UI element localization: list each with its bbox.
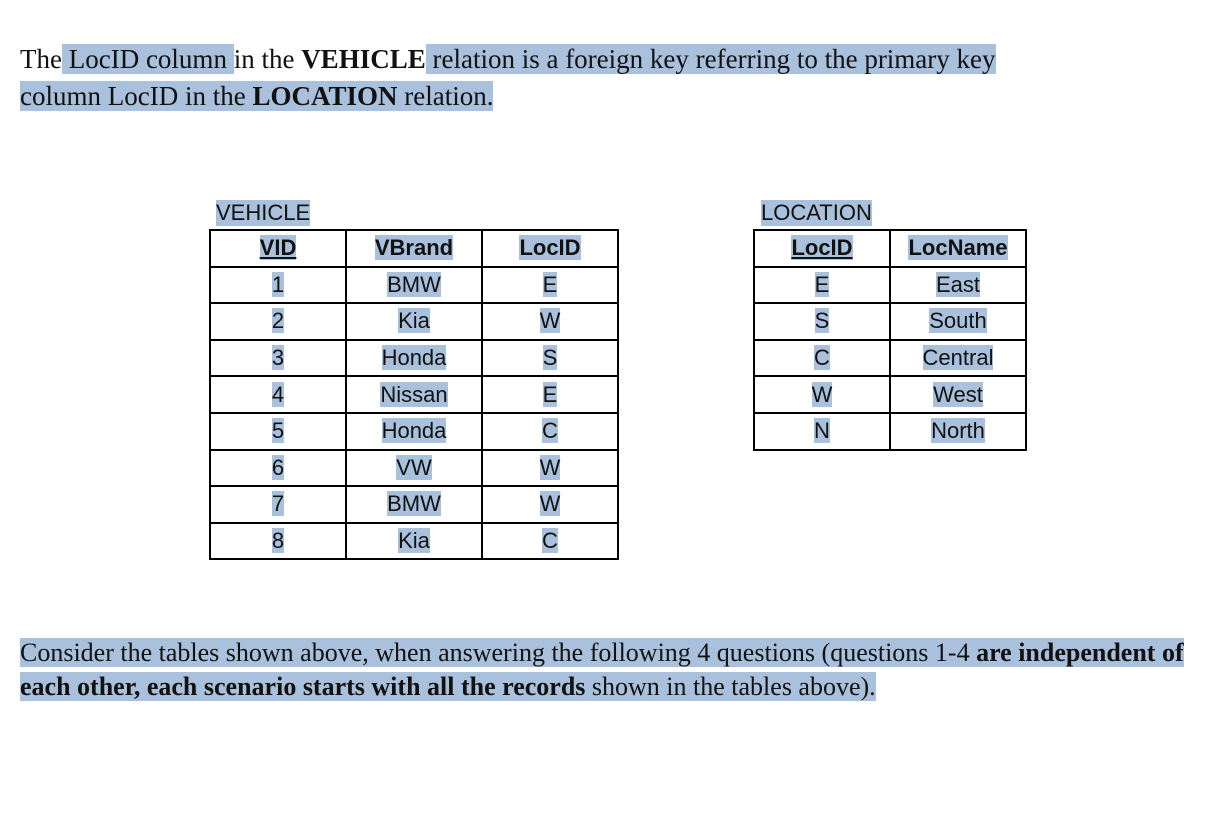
vehicle-table [209, 229, 619, 560]
vehicle-cell-vbrand: Kia [346, 523, 482, 560]
location-cell-locid: C [754, 340, 890, 377]
vehicle-cell-vid: 2 [210, 303, 346, 340]
table-row [210, 486, 618, 523]
intro-text-3: in the [233, 44, 302, 74]
intro-vehicle-term: VEHICLE [301, 44, 426, 74]
location-header-locid: LocID [754, 230, 890, 267]
location-cell-locname: Central [890, 340, 1026, 377]
intro-location-term: LOCATION [252, 81, 398, 111]
table-row [210, 376, 618, 413]
vehicle-cell-vid: 5 [210, 413, 346, 450]
vehicle-cell-vbrand: BMW [346, 486, 482, 523]
intro-text-2: LocID column [61, 44, 234, 74]
location-cell-locid: N [754, 413, 890, 450]
location-table [753, 229, 1027, 451]
location-header-locname: LocName [890, 230, 1026, 267]
vehicle-cell-vid: 8 [210, 523, 346, 560]
location-cell-locname: West [890, 376, 1026, 413]
vehicle-cell-vid: 1 [210, 267, 346, 304]
vehicle-cell-vbrand: Nissan [346, 376, 482, 413]
intro-paragraph [20, 41, 1160, 115]
vehicle-header-locid: LocID [482, 230, 618, 267]
vehicle-cell-locid: E [482, 267, 618, 304]
vehicle-cell-vid: 3 [210, 340, 346, 377]
vehicle-cell-locid: W [482, 450, 618, 487]
table-row [210, 450, 618, 487]
location-table-caption: LOCATION [761, 200, 872, 225]
intro-text-8: relation. [397, 81, 494, 111]
vehicle-cell-locid: C [482, 523, 618, 560]
table-row [754, 376, 1026, 413]
vehicle-header-vbrand: VBrand [346, 230, 482, 267]
location-cell-locname: South [890, 303, 1026, 340]
location-cell-locid: E [754, 267, 890, 304]
table-row [210, 523, 618, 560]
table-row [754, 340, 1026, 377]
intro-text-1: The [20, 44, 62, 74]
vehicle-header-vid: VID [210, 230, 346, 267]
vehicle-cell-locid: W [482, 303, 618, 340]
location-cell-locname: North [890, 413, 1026, 450]
table-row [210, 413, 618, 450]
vehicle-header-row [210, 230, 618, 267]
table-row [754, 413, 1026, 450]
consider-text-3: shown in the tables above). [585, 672, 876, 701]
vehicle-cell-vbrand: BMW [346, 267, 482, 304]
consider-text-1: Consider the tables shown above, when answering the following 4 questions (questions 1-4 [20, 638, 977, 667]
vehicle-cell-vid: 6 [210, 450, 346, 487]
table-row [210, 267, 618, 304]
location-cell-locid: W [754, 376, 890, 413]
vehicle-table-caption: VEHICLE [216, 200, 311, 225]
vehicle-cell-locid: S [482, 340, 618, 377]
location-header-row [754, 230, 1026, 267]
table-row [754, 267, 1026, 304]
location-cell-locname: East [890, 267, 1026, 304]
vehicle-cell-locid: W [482, 486, 618, 523]
vehicle-cell-vid: 4 [210, 376, 346, 413]
vehicle-cell-vbrand: Kia [346, 303, 482, 340]
vehicle-cell-vbrand: Honda [346, 413, 482, 450]
table-row [210, 303, 618, 340]
table-row [210, 340, 618, 377]
vehicle-cell-vbrand: VW [346, 450, 482, 487]
vehicle-cell-vid: 7 [210, 486, 346, 523]
vehicle-cell-vbrand: Honda [346, 340, 482, 377]
vehicle-cell-locid: E [482, 376, 618, 413]
consider-bold-text: are independent of each other, each scenario starts with all the records [20, 638, 1184, 701]
consider-paragraph [20, 636, 1200, 704]
location-cell-locid: S [754, 303, 890, 340]
vehicle-cell-locid: C [482, 413, 618, 450]
intro-text-5: relation is a foreign key referring to the primary key [425, 44, 996, 74]
intro-text-6: column LocID in the [20, 81, 253, 111]
table-row [754, 303, 1026, 340]
